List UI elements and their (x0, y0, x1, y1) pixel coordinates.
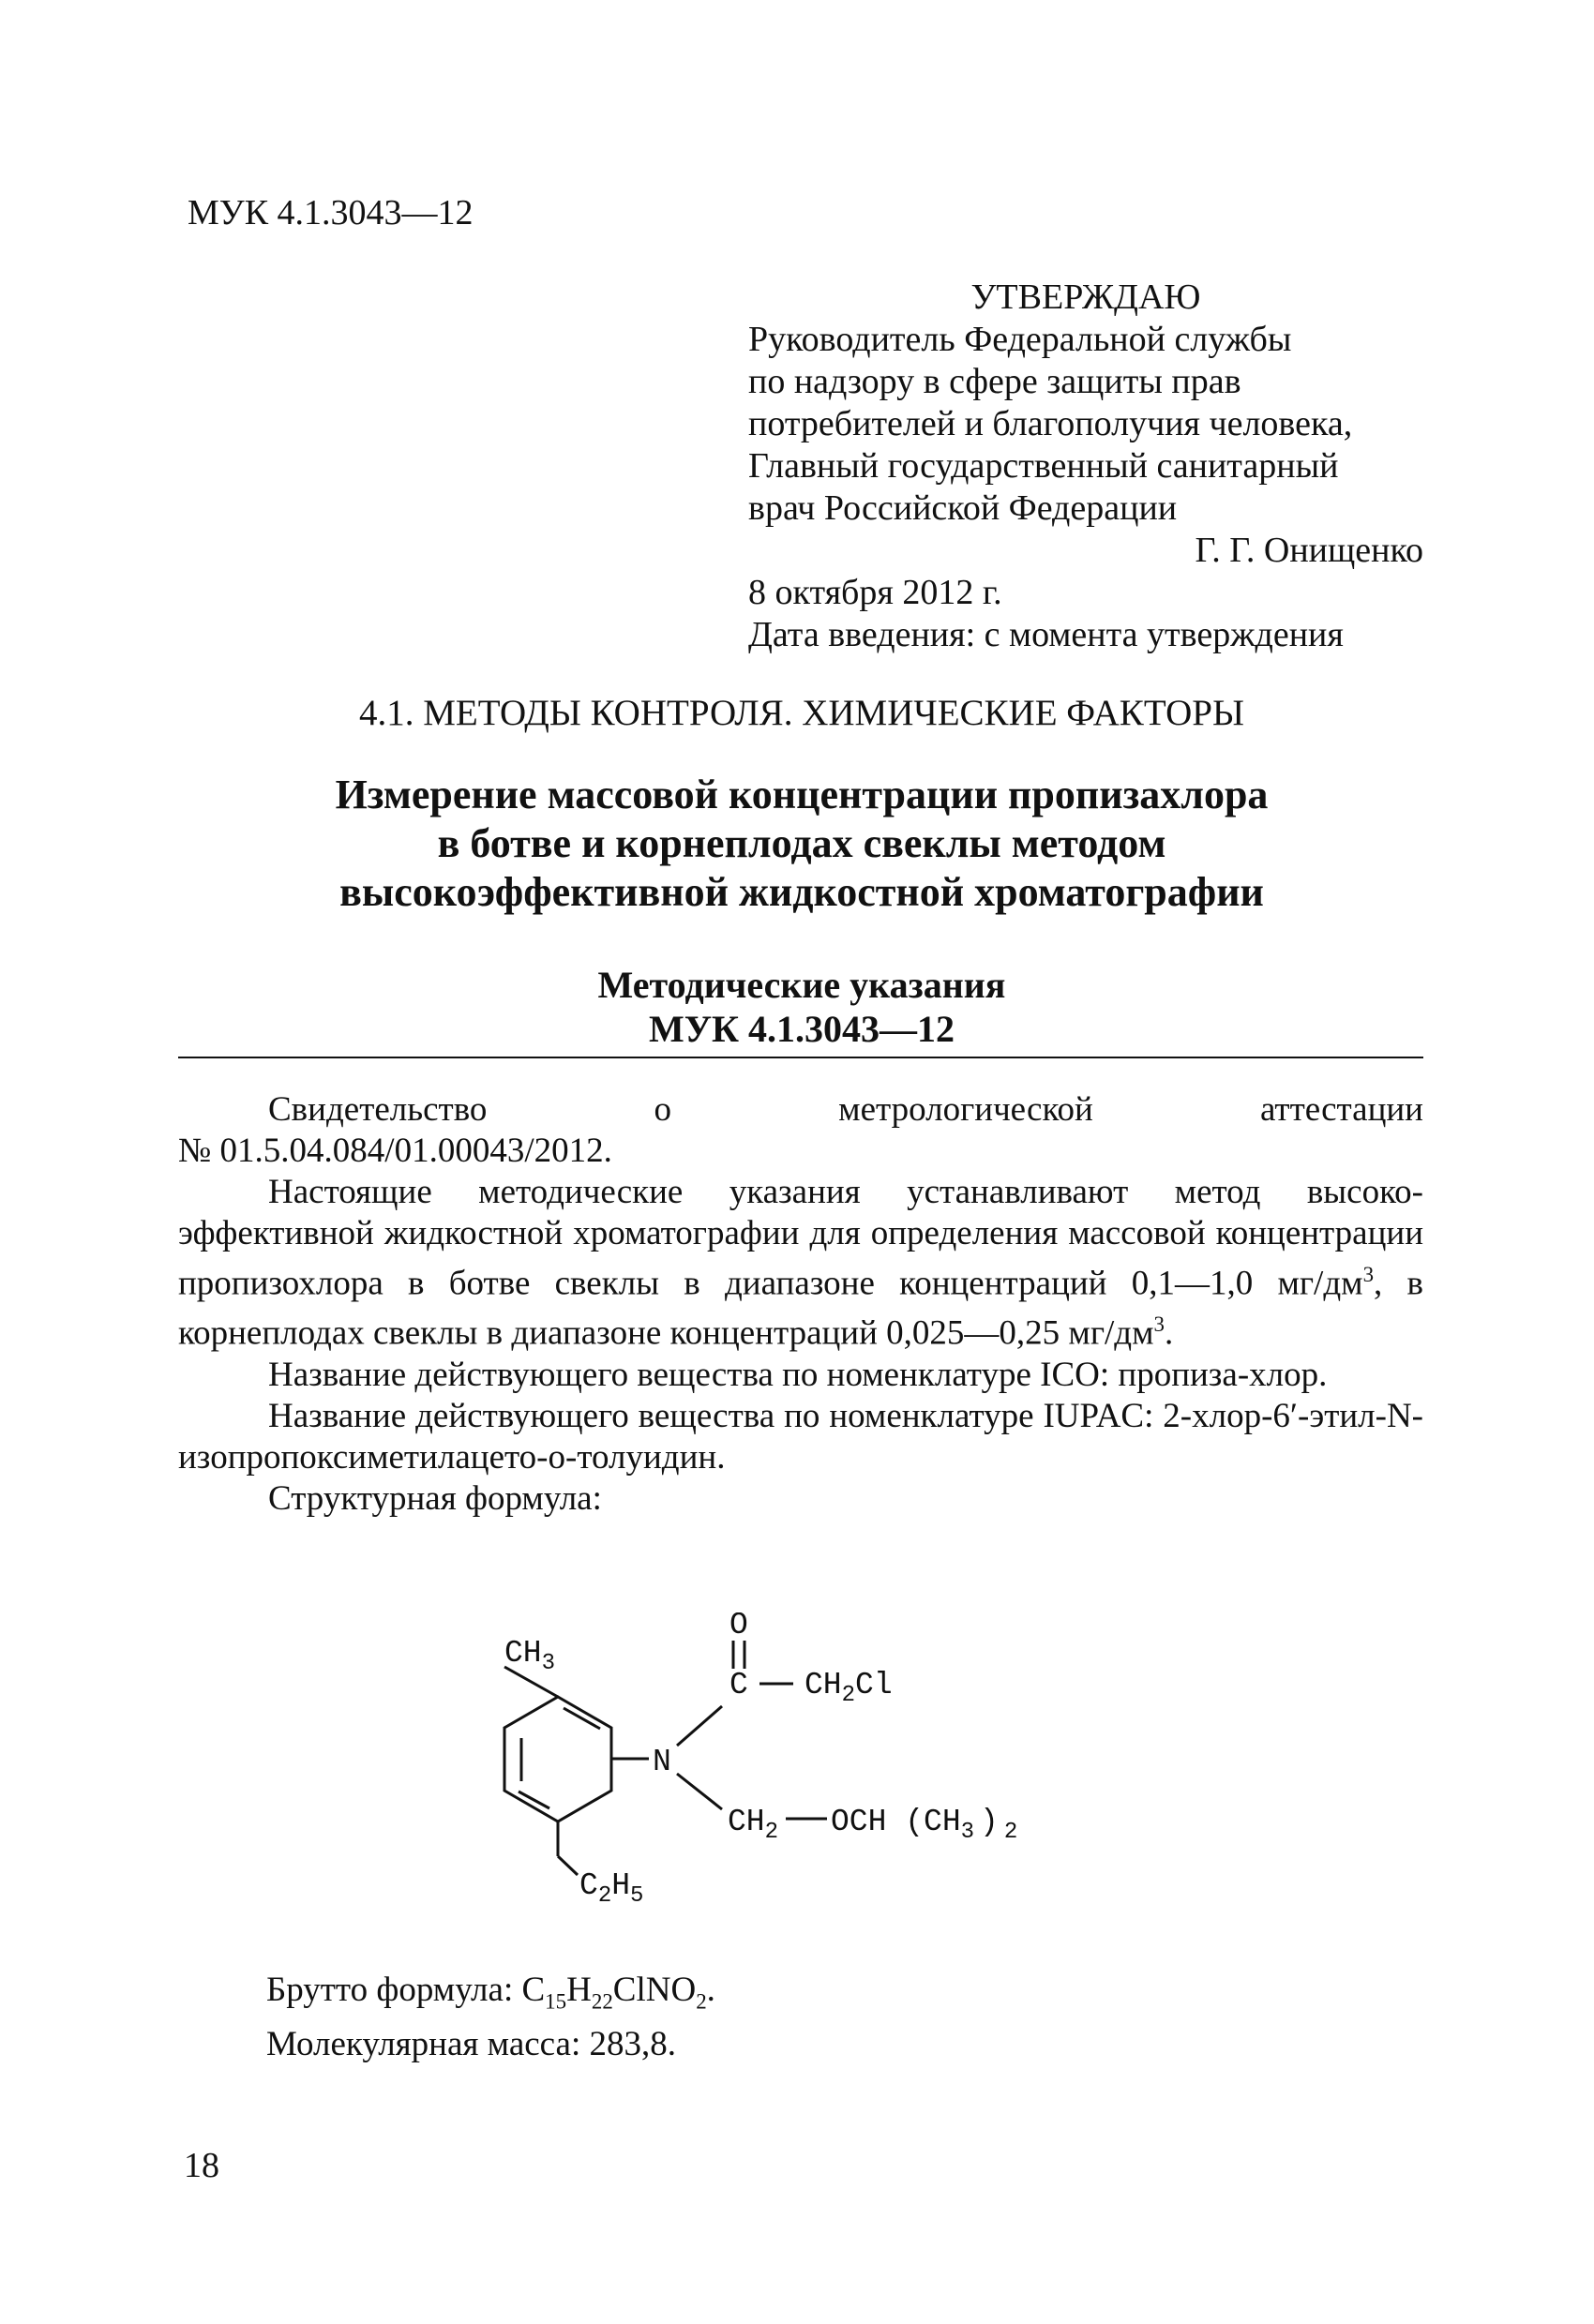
molar-mass: Молекулярная масса: 283,8. (266, 2025, 677, 2064)
approval-line: по надзору в сфере защиты прав (748, 362, 1241, 401)
subtitle-line: Методические указания (597, 964, 1006, 1006)
carbonyl-carbon-label: C (729, 1668, 748, 1702)
subtitle-line: МУК 4.1.3043—12 (648, 1008, 955, 1050)
ch2cl-label: $CH_2Cl$ (805, 1668, 893, 1708)
approval-line: потребителей и благополучия человека, (748, 404, 1353, 443)
title-line: Измерение массовой концентрации пропизахлора (335, 772, 1269, 817)
ch3-label: $CH_3$ (504, 1636, 556, 1676)
approval-date: 8 октября 2012 г. (748, 573, 1002, 612)
title-line: в ботве и корнеплодах свеклы методом (437, 820, 1166, 866)
section-title: 4.1. МЕТОДЫ КОНТРОЛЯ. ХИМИЧЕСКИЕ ФАКТОРЫ (359, 693, 1244, 733)
paragraph-main: Настоящие методические указания устанавливают метод высоко-эффективной жидкостной хроматографии для определения массовой концентрации пропизохлора в ботве свеклы в диапазоне концентраций 0,1—1,0 $мг/дм^3$, в корнеплодах свеклы в диапазоне концентраций 0,025—0,25 $мг/дм^3$. (178, 1173, 1423, 1353)
body-text (178, 1089, 1423, 1520)
paragraph-iso: Название действующего вещества по номенклатуре ICO: пропиза-хлор. (268, 1355, 1328, 1394)
isopropoxy-label: OCH ($CH_3$ ) $_2$ (831, 1805, 1018, 1845)
page-number: 18 (184, 2146, 219, 2185)
approval-line: врач Российской Федерации (748, 488, 1178, 528)
nitrogen-label: N (653, 1745, 671, 1779)
approval-block (748, 277, 1423, 656)
gross-formula: Брутто формула: $C_{15}H_{22}ClNO_2$. (266, 1971, 715, 2014)
structure-labels (504, 1612, 1017, 1909)
approval-heading: УТВЕРЖДАЮ (970, 277, 1201, 317)
certificate-word: аттестации (1259, 1090, 1423, 1129)
approval-introduction: Дата введения: с момента утверждения (748, 615, 1344, 654)
approval-signatory: Г. Г. Онищенко (1195, 531, 1423, 570)
oxygen-label: O (729, 1612, 748, 1642)
certificate-word: Свидетельство (268, 1090, 488, 1129)
paragraph-iupac: Название действующего вещества по номенклатуре IUPAC: 2-хлор-6′-этил-N-изопропоксиметилацето-о-толуидин. (178, 1396, 1423, 1477)
approval-line: Главный государственный санитарный (748, 446, 1339, 486)
certificate-number: № 01.5.04.084/01.00043/2012. (178, 1132, 612, 1170)
certificate-word: о (654, 1090, 672, 1129)
certificate-word: метрологической (838, 1090, 1093, 1129)
structural-formula (403, 1612, 1116, 1941)
certificate-line (178, 1089, 1423, 1131)
document-subtitle (188, 963, 1416, 1051)
ch2-label: $CH_2$ (728, 1805, 779, 1845)
ethyl-label: $C_2H_5$ (579, 1868, 644, 1909)
document-code: МУК 4.1.3043—12 (188, 193, 474, 232)
document-title (188, 771, 1416, 917)
formula-block (266, 1969, 715, 2066)
title-line: высокоэффективной жидкостной хроматографии (339, 869, 1264, 915)
divider (178, 1057, 1423, 1058)
approval-line: Руководитель Федеральной службы (748, 320, 1292, 359)
structure-label: Структурная формула: (268, 1478, 602, 1518)
